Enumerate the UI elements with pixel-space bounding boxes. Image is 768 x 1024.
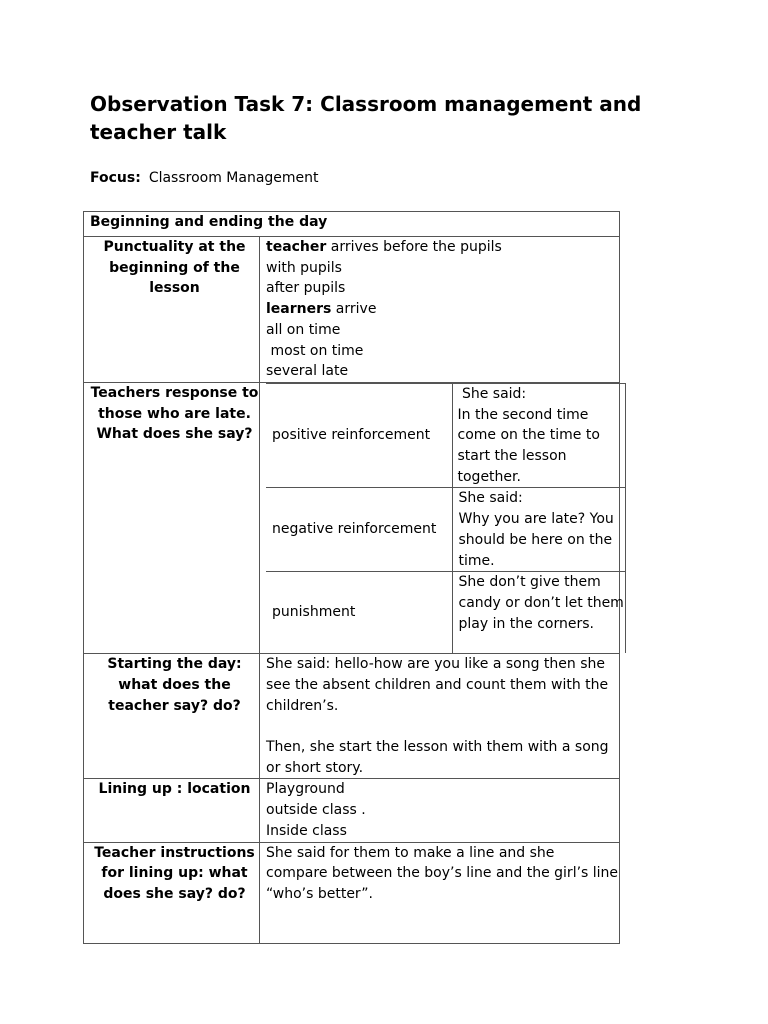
focus-label: Focus: (90, 170, 141, 186)
response-said: She said: (457, 385, 527, 402)
lining-line-3: Inside class (266, 822, 347, 839)
punctuality-line-1 (266, 237, 619, 258)
punctuality-line-2: with pupils (266, 259, 342, 276)
lining-line-1: Playground (266, 781, 345, 798)
starting-heading: Starting the day: what does the teacher say? do? (84, 654, 260, 779)
response-text: In the second time come on the time to start the lesson together. (457, 406, 600, 485)
punctuality-line-3: after pupils (266, 280, 346, 297)
learners-keyword: learners (266, 301, 332, 318)
response-said: She said: (458, 490, 523, 507)
teacher-keyword: teacher (266, 239, 327, 255)
response-type: punishment (266, 572, 452, 654)
punctuality-line-7: several late (266, 363, 349, 380)
section-header-row (84, 212, 620, 237)
page-title: Observation Task 7: Classroom management and teacher talk (90, 92, 642, 144)
response-text: Why you are late? You should be here on the time. (458, 511, 614, 569)
response-type: negative reinforcement (266, 488, 452, 572)
lining-line-2: outside class . (266, 802, 366, 819)
learners-arrival-text: arrive (331, 301, 377, 318)
response-table (266, 383, 626, 653)
response-detail (452, 383, 625, 488)
lining-heading: Lining up : location (84, 779, 260, 842)
response-detail (452, 572, 625, 654)
response-content (260, 382, 624, 653)
focus-value: Classroom Management (148, 170, 319, 186)
starting-paragraph-2: Then, she start the lesson with them with a song or short story. (266, 739, 609, 776)
response-heading: Teachers response to those who are late. What does she say? (84, 382, 260, 653)
instructions-row (84, 842, 620, 943)
lining-row (84, 779, 620, 842)
response-row-positive (266, 383, 625, 488)
lining-content (260, 779, 620, 842)
punctuality-line-6: most on time (266, 342, 364, 359)
punctuality-line-4 (266, 299, 619, 320)
response-text: She don’t give them candy or don’t let them play in the corners. (458, 574, 624, 632)
observation-table (83, 211, 624, 944)
focus-line (90, 168, 319, 188)
response-row (84, 382, 620, 653)
response-detail (452, 488, 625, 572)
punctuality-line-5: all on time (266, 321, 341, 338)
response-type: positive reinforcement (266, 383, 452, 488)
punctuality-row (84, 237, 620, 383)
response-row-punishment (266, 572, 625, 654)
response-row-negative (266, 488, 625, 572)
instructions-heading: Teacher instructions for lining up: what does she say? do? (84, 842, 260, 943)
starting-content (260, 654, 620, 779)
starting-row (84, 654, 620, 779)
starting-paragraph-1: She said: hello-how are you like a song then she see the absent children and count them with the children’s. (266, 656, 609, 714)
punctuality-content (260, 237, 620, 383)
teacher-arrival-text: arrives before the pupils (326, 239, 502, 255)
section-title: Beginning and ending the day (84, 212, 620, 237)
instructions-content (260, 842, 620, 943)
instructions-text: She said for them to make a line and she compare between the boy’s line and the girl’s line “who’s better”. (266, 844, 619, 902)
punctuality-heading: Punctuality at the beginning of the lesson (84, 237, 260, 383)
